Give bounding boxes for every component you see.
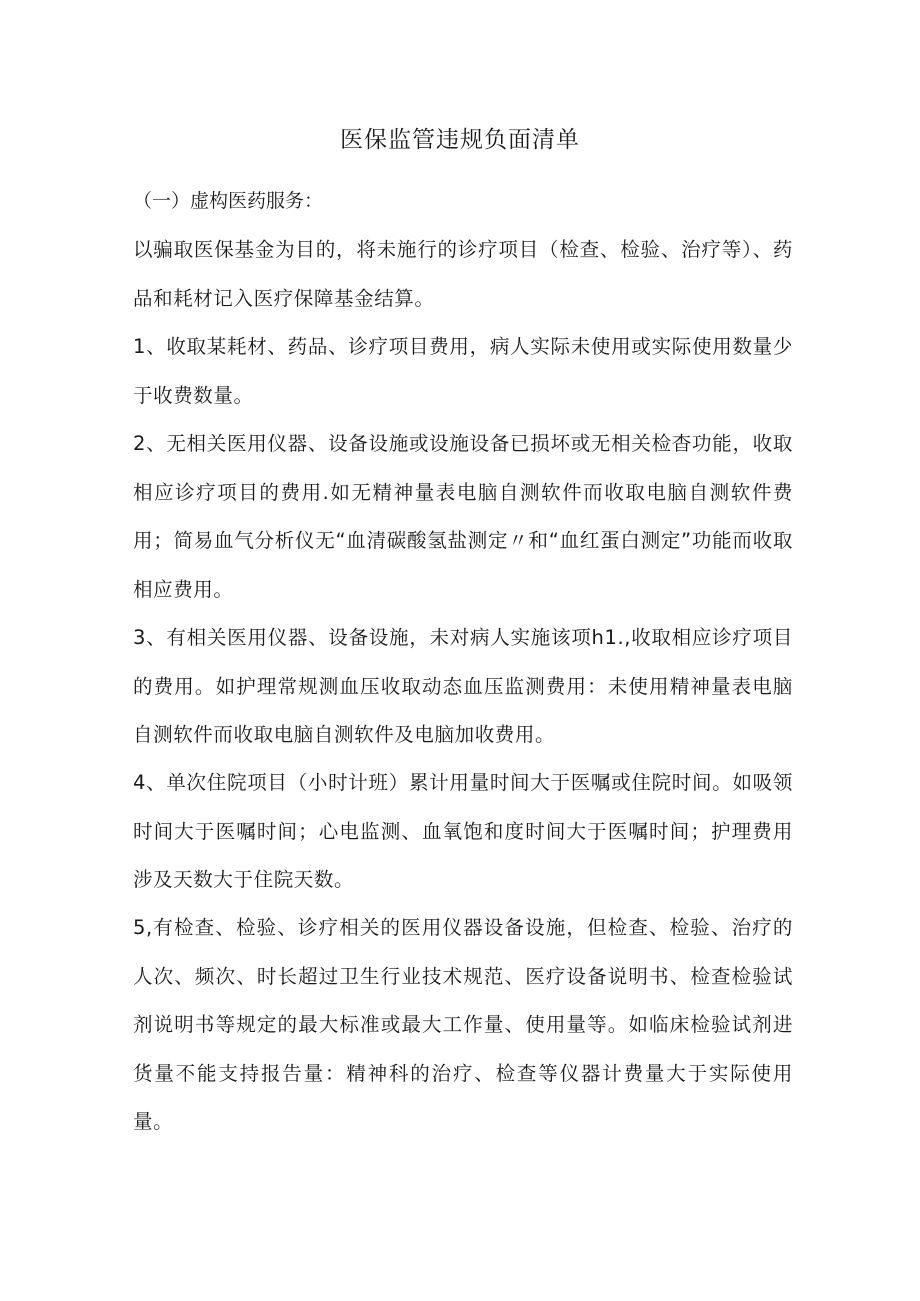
section-intro-paragraph: 以骗取医保基金为目的，将未施行的诊疗项目（检查、检验、治疗等）、药品和耗材记入医疗保障基金结算。: [133, 238, 793, 310]
section-heading: （一）虚构医药服务：: [133, 190, 324, 212]
list-item-1: 1、收取某耗材、药品、诊疗项目费用，病人实际未使用或实际使用数量少于收费数量。: [133, 335, 793, 407]
list-item-3: 3、有相关医用仪器、设备设施，未对病人实施该项h1.,收取相应诊疗项目的费用。如护理常规测血压收取动态血压监测费用：未使用精神量表电脑自测软件而收取电脑自测软件及电脑加收费用。: [133, 626, 793, 746]
list-item-4: 4、单次住院项目（小时计班）累计用量时间大于医嘱或住院时间。如吸领时间大于医嘱时间；心电监测、血氧饱和度时间大于医嘱时间；护理费用涉及天数大于住院天数。: [133, 771, 793, 891]
list-item-2: 2、无相关医用仪器、设备设施或设施设备已损坏或无相关检杳功能，收取相应诊疗项目的费用.如无精神量表电脑自测软件而收取电脑自测软件费用；简易血气分析仪无“血清碳酸氢盐测定〃和“血红蛋白测定”功能而收取相应费用。: [133, 432, 793, 601]
page-title: 医保监管违规负面清单: [340, 127, 580, 153]
list-item-5: 5,有检查、检验、诊疗相关的医用仪器设备设施，但检查、检验、治疗的人次、频次、时长超过卫生行业技术规范、医疗设备说明书、检查检验试剂说明书等规定的最大标准或最大工作量、使用量等。如临床检验试剂进货量不能支持报告量：精神科的治疗、检查等仪器计费量大于实际使用量。: [133, 916, 793, 1133]
